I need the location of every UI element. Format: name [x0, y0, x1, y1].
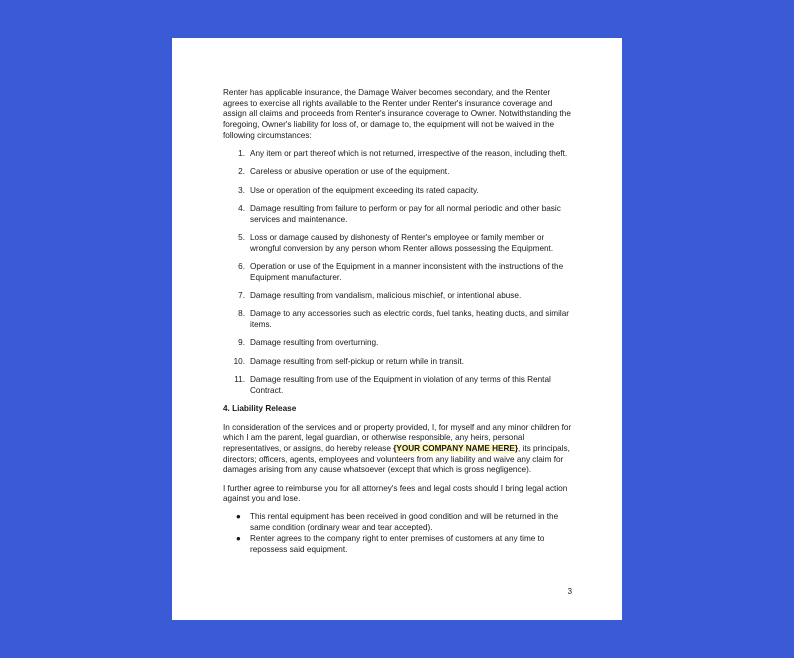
list-item [223, 233, 572, 254]
list-number: 1. [238, 149, 245, 159]
list-text: Use or operation of the equipment exceeding its rated capacity. [250, 185, 479, 195]
bullet-list [223, 512, 572, 555]
list-item [223, 204, 572, 225]
document-page [172, 38, 622, 620]
bullet-item [223, 512, 572, 533]
company-name-placeholder: {YOUR COMPANY NAME HERE} [393, 443, 519, 453]
bullet-icon: ● [236, 533, 241, 543]
list-text: Damage resulting from overturning. [250, 338, 379, 348]
list-item [223, 167, 572, 178]
list-text: Loss or damage caused by dishonesty of Renter's employee or family member or wrongful conversion by any person whom Renter allows possessing the Equipment. [250, 232, 554, 253]
list-number: 7. [238, 290, 245, 300]
bullet-item [223, 534, 572, 555]
list-item [223, 357, 572, 368]
release-text-after: , its principals, directors; officers, agents, employees and volunteers from any liability and waive any claim for damages arising from any cause whatsoever (except that which is gross negligence). [223, 443, 570, 475]
list-text: Careless or abusive operation or use of the equipment. [250, 167, 450, 177]
list-item [223, 291, 572, 302]
list-text: Damage resulting from vandalism, malicious mischief, or intentional abuse. [250, 290, 522, 300]
list-number: 11. [234, 374, 245, 384]
list-item [223, 309, 572, 330]
list-number: 10. [233, 356, 245, 366]
list-item [223, 375, 572, 396]
bullet-text: Renter agrees to the company right to enter premises of customers at any time to repossess said equipment. [250, 533, 545, 554]
list-number: 2. [238, 167, 245, 177]
circumstances-list [223, 149, 572, 396]
list-number: 5. [238, 232, 245, 242]
list-number: 9. [238, 338, 245, 348]
list-text: Any item or part thereof which is not returned, irrespective of the reason, including theft. [250, 149, 568, 159]
list-text: Damage to any accessories such as electric cords, fuel tanks, heating ducts, and similar items. [250, 309, 570, 329]
list-item [223, 338, 572, 349]
list-item [223, 262, 572, 283]
list-text: Damage resulting from failure to perform or pay for all normal periodic and other basic services and maintenance. [250, 203, 561, 224]
release-paragraph [223, 423, 572, 477]
section-heading: 4. Liability Release [223, 403, 297, 413]
reimburse-paragraph: I further agree to reimburse you for all attorney's fees and legal costs should I bring legal action against you and lose. [223, 483, 568, 504]
list-item [223, 186, 572, 197]
page-number: 3 [567, 587, 572, 597]
list-text: Damage resulting from use of the Equipment in violation of any terms of this Rental Contract. [250, 374, 551, 395]
list-number: 3. [238, 185, 245, 195]
bullet-text: This rental equipment has been received in good condition and will be returned in the same condition (ordinary wear and tear accepted). [250, 512, 559, 533]
list-number: 4. [238, 203, 245, 213]
intro-paragraph: Renter has applicable insurance, the Damage Waiver becomes secondary, and the Renter agrees to exercise all rights available to the Renter under Renter's insurance coverage and assign all claims and proceeds from Renter's insurance coverage to Owner. Notwithstanding the foregoing, Owner's liability for loss of, or damage to, the equipment will not be waived in the following circumstances: [223, 88, 571, 140]
list-item [223, 149, 572, 160]
list-text: Damage resulting from self-pickup or return while in transit. [250, 356, 464, 366]
release-text-before: In consideration of the services and or property provided, I, for myself and any minor children for which I am the parent, legal guardian, or otherwise responsible, any heirs, personal representatives, or assigns, do hereby release [223, 422, 572, 453]
list-number: 6. [238, 261, 245, 271]
bullet-icon: ● [236, 512, 241, 522]
list-text: Operation or use of the Equipment in a manner inconsistent with the instructions of the Equipment manufacturer. [250, 261, 564, 282]
list-number: 8. [238, 309, 245, 319]
